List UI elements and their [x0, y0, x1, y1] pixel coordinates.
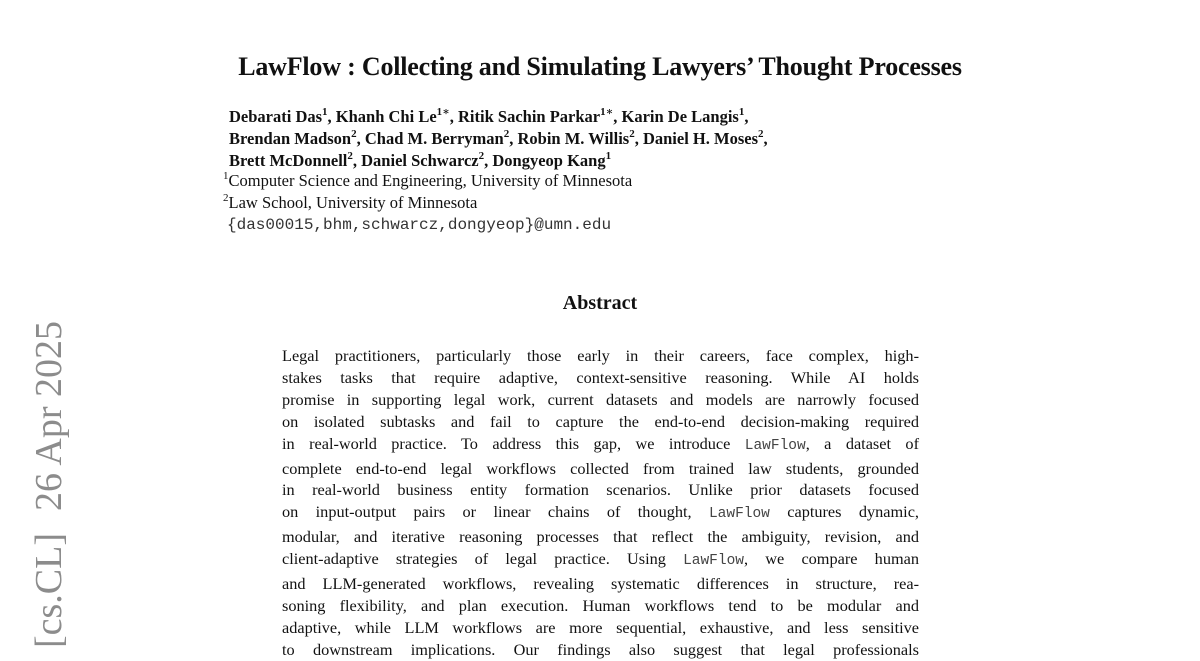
author-affiliation-mark: 2 [351, 127, 357, 140]
author-separator: , [449, 107, 459, 126]
author-affiliation-mark: 1∗ [436, 105, 450, 118]
author-name: Debarati Das [229, 107, 323, 126]
author-separator: , [352, 151, 362, 170]
affiliation [223, 170, 632, 192]
abstract-line [282, 526, 919, 548]
author-line [229, 106, 768, 128]
author-name: Ritik Sachin Parkar [458, 107, 601, 126]
author-affiliation-mark: 2 [758, 127, 764, 140]
abstract-line [282, 501, 919, 526]
affiliation-mark: 2 [223, 191, 229, 204]
author-separator: , [356, 129, 365, 148]
affiliation-mark: 1 [223, 169, 229, 182]
abstract-line [282, 595, 919, 617]
abstract-text: on input-output pairs or linear chains of thought, [282, 502, 709, 522]
affiliation-list [223, 170, 632, 214]
dataset-name: LawFlow [708, 506, 770, 523]
author-name: Brett McDonnell [229, 151, 348, 170]
abstract-line [282, 617, 919, 639]
abstract-text: , we compare human [744, 549, 919, 569]
abstract-text: and LLM-generated workflows, revealing systematic differences in structure, rea- [282, 574, 919, 594]
author-name: Daniel H. Moses [642, 129, 758, 148]
affiliation [223, 192, 632, 214]
affiliation-text: Law School, University of Minnesota [228, 193, 478, 212]
author-name: Chad M. Berryman [364, 129, 504, 148]
dataset-name: LawFlow [683, 553, 744, 570]
author-affiliation-mark: 1 [738, 105, 745, 118]
affiliation-text: Computer Science and Engineering, University of Minnesota [228, 171, 633, 190]
abstract-text: to downstream implications. Our findings also suggest that legal professionals [282, 639, 919, 659]
abstract-text: complete end-to-end legal workflows collected from trained law students, grounded [282, 458, 919, 478]
author-name: Khanh Chi Le [335, 107, 437, 126]
abstract-line [282, 548, 919, 573]
arxiv-stamp [30, 308, 68, 648]
abstract-line [282, 479, 919, 501]
paper-title: LawFlow : Collecting and Simulating Lawyers’ Thought Processes [238, 52, 962, 81]
author-affiliation-mark: 2 [629, 127, 635, 140]
author-name: Daniel Schwarcz [361, 151, 479, 170]
author-name: Brendan Madson [229, 129, 352, 148]
author-name: Robin M. Willis [517, 129, 630, 148]
abstract-text: stakes tasks that require adaptive, context-sensitive reasoning. While AI holds [282, 367, 919, 387]
abstract-text: in real-world practice. To address this gap, we introduce [282, 433, 745, 453]
abstract-text: captures dynamic, [769, 502, 919, 522]
author-separator: , [763, 129, 768, 148]
abstract-text: modular, and iterative reasoning processes that reflect the ambiguity, revision, and [282, 527, 919, 547]
author-affiliation-mark: 1 [322, 105, 328, 118]
author-affiliation-mark: 1 [605, 149, 612, 162]
author-affiliation-mark: 2 [478, 149, 485, 162]
author-affiliation-mark: 2 [347, 149, 353, 162]
author-email[interactable]: {das00015,bhm,schwarcz,dongyeop}@umn.edu [227, 216, 612, 234]
abstract-heading: Abstract [562, 292, 638, 314]
abstract-body [282, 345, 919, 661]
arxiv-category: [cs.CL] [28, 532, 70, 648]
author-separator: , [484, 151, 493, 170]
abstract-text: on isolated subtasks and fail to capture the end-to-end decision-making required [282, 411, 919, 431]
abstract-text: , a dataset of [805, 433, 919, 453]
author-line [229, 150, 768, 172]
abstract-line [282, 458, 919, 480]
author-name: Karin De Langis [621, 107, 739, 126]
author-affiliation-mark: 2 [503, 127, 510, 140]
dataset-name: LawFlow [744, 437, 806, 454]
author-list [229, 106, 768, 172]
abstract-line [282, 573, 919, 595]
abstract-line [282, 345, 919, 367]
abstract-line [282, 389, 919, 411]
abstract-line [282, 411, 919, 433]
abstract-text: soning flexibility, and plan execution. Human workflows tend to be modular and [282, 595, 919, 615]
abstract-text: in real-world business entity formation scenarios. Unlike prior datasets focused [282, 480, 919, 500]
author-separator: , [744, 107, 749, 126]
abstract-line [282, 433, 919, 458]
abstract-text: adaptive, while LLM workflows are more sequential, exhaustive, and less sensitive [282, 617, 919, 637]
abstract-text: promise in supporting legal work, current datasets and models are narrowly focused [282, 389, 919, 409]
author-name: Dongyeop Kang [492, 151, 606, 170]
author-separator: , [509, 129, 518, 148]
abstract-text: Legal practitioners, particularly those early in their careers, face complex, high- [282, 346, 919, 365]
author-line [229, 128, 768, 150]
author-affiliation-mark: 1∗ [600, 105, 614, 118]
abstract-line [282, 639, 919, 661]
author-separator: , [613, 107, 622, 126]
abstract-line [282, 367, 919, 389]
author-separator: , [327, 107, 336, 126]
author-separator: , [634, 129, 643, 148]
abstract-text: client-adaptive strategies of legal practice. Using [282, 549, 684, 569]
arxiv-date: 26 Apr 2025 [28, 320, 70, 511]
